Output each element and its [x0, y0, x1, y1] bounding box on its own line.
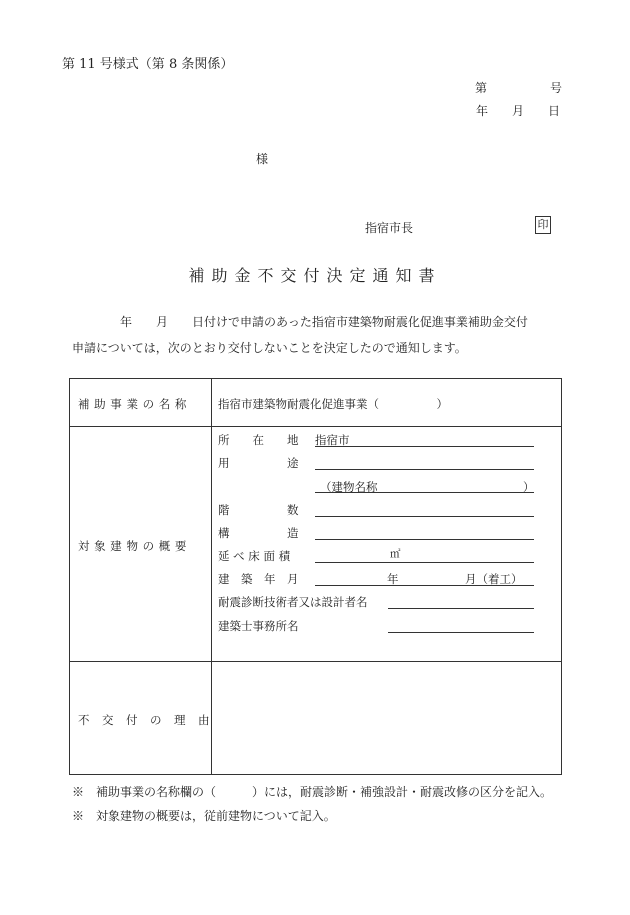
non-grant-reason-field[interactable]	[212, 662, 562, 774]
architect-office-label: 建築士事務所名	[218, 619, 299, 633]
location-field[interactable]	[315, 446, 534, 447]
date-day-label: 日	[548, 104, 561, 118]
form-table	[69, 378, 562, 775]
table-row-divider	[70, 426, 561, 427]
construction-date-field[interactable]	[315, 585, 534, 586]
building-name-label: （建物名称	[320, 480, 378, 494]
row-label-project-name: 補 助 事 業 の 名 称	[78, 397, 187, 411]
date-month-label: 月	[512, 104, 525, 118]
floor-area-unit: ㎡	[390, 548, 401, 560]
note-2: ※ 対象建物の概要は，従前建物について記入。	[72, 809, 336, 823]
construction-month-label: 月（着工）	[465, 572, 523, 586]
issuer-name: 指宿市長	[365, 221, 414, 235]
use-field[interactable]	[315, 469, 534, 470]
note-1: ※ 補助事業の名称欄の（ ）には，耐震診断・補強設計・耐震改修の区分を記入。	[72, 785, 553, 799]
floor-area-field[interactable]	[315, 562, 534, 563]
form-number: 第 11 号様式（第 8 条関係）	[62, 57, 234, 72]
row-label-non-grant-reason: 不 交 付 の 理 由	[78, 713, 210, 727]
seal-mark: 印	[535, 216, 551, 234]
row-label-building-overview: 対 象 建 物 の 概 要	[78, 539, 187, 553]
document-number-suffix: 号	[550, 81, 563, 95]
diagnostician-label: 耐震診断技術者又は設計者名	[218, 595, 368, 609]
building-name-field[interactable]	[315, 492, 534, 493]
date-year-label: 年	[476, 104, 489, 118]
body-text-line-2: 申請については，次のとおり交付しないことを決定したので通知します。	[72, 341, 467, 355]
use-label: 用 途	[218, 456, 299, 470]
document-number-prefix: 第	[475, 81, 488, 95]
floor-area-label: 延 べ 床 面 積	[218, 549, 291, 563]
location-value: 指宿市	[315, 433, 350, 447]
addressee-suffix: 様	[256, 152, 269, 166]
floors-label: 階 数	[218, 503, 299, 517]
architect-office-field[interactable]	[388, 632, 534, 633]
location-label: 所 在 地	[218, 433, 299, 447]
building-name-close: ）	[523, 480, 535, 494]
document-title: 補助金不交付決定通知書	[188, 266, 442, 285]
structure-label: 構 造	[218, 526, 299, 540]
structure-field[interactable]	[315, 539, 534, 540]
diagnostician-field[interactable]	[388, 608, 534, 609]
construction-date-label: 建 築 年 月	[218, 572, 299, 586]
floors-field[interactable]	[315, 516, 534, 517]
project-name-value: 指宿市建築物耐震化促進事業（ ）	[218, 397, 448, 411]
construction-year-label: 年	[387, 572, 399, 586]
body-text-line-1: 年 月 日付けで申請のあった指宿市建築物耐震化促進事業補助金交付	[120, 315, 528, 329]
